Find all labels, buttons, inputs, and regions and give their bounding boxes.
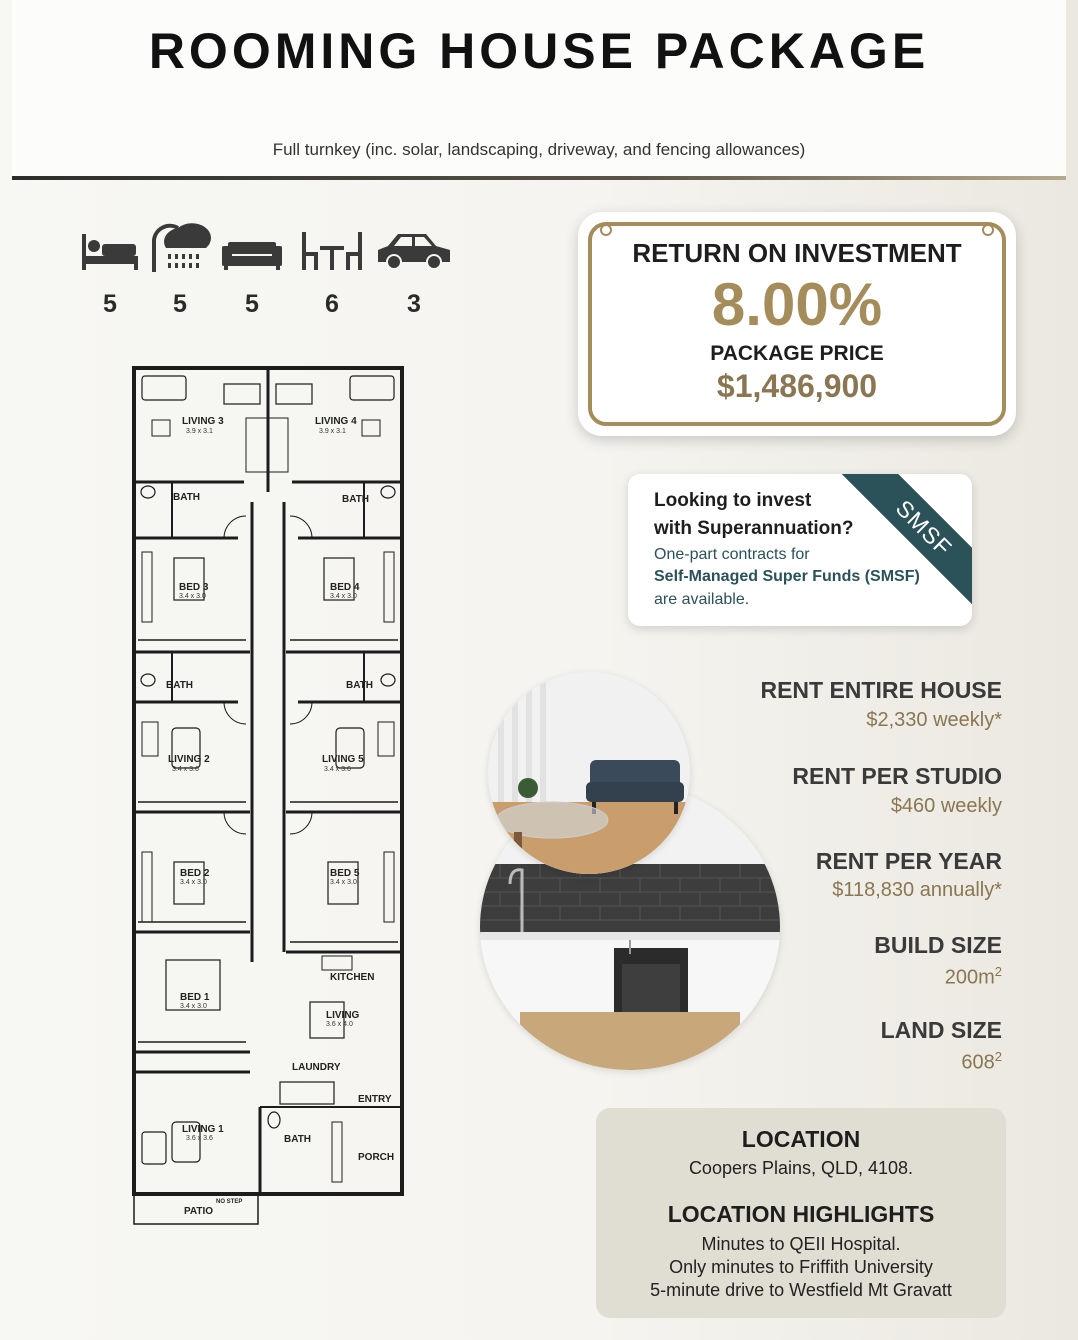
room-bath-b: BATH xyxy=(342,494,370,505)
rent-per-studio-label: RENT PER STUDIO xyxy=(792,763,1002,789)
room-bed-3: BED 3 xyxy=(179,582,209,593)
room-bath-a: BATH xyxy=(173,492,201,503)
land-size-label: LAND SIZE xyxy=(880,1017,1002,1043)
room-kitchen: KITCHEN xyxy=(330,972,375,983)
dim-bed-5: 3.4 x 3.0 xyxy=(330,879,357,886)
dim-living-4: 3.9 x 3.1 xyxy=(319,428,346,435)
dining-icon xyxy=(296,218,368,274)
parking-count: 3 xyxy=(407,290,421,318)
living-room-photo xyxy=(488,672,690,874)
rent-per-year-label: RENT PER YEAR xyxy=(815,848,1002,874)
smsf-heading-line1: Looking to invest xyxy=(654,490,812,511)
page-subtitle: Full turnkey (inc. solar, landscaping, driveway, and fencing allowances) xyxy=(272,140,806,159)
dim-bed-1: 3.4 x 3.0 xyxy=(180,1003,207,1010)
build-size-value xyxy=(945,964,1002,990)
room-bed-1: BED 1 xyxy=(180,992,210,1003)
smsf-heading-line2: with Superannuation? xyxy=(654,518,854,539)
location-highlights-title: LOCATION HIGHLIGHTS xyxy=(667,1201,935,1227)
room-living: LIVING xyxy=(326,1010,360,1021)
room-no-step: NO STEP xyxy=(216,1199,243,1205)
build-size-superscript: 2 xyxy=(994,964,1002,979)
room-bed-2: BED 2 xyxy=(180,868,210,879)
smsf-body-line2: Self-Managed Super Funds (SMSF) xyxy=(654,568,920,585)
build-size-label: BUILD SIZE xyxy=(874,932,1002,958)
bedrooms-count: 5 xyxy=(103,290,117,318)
dim-living-5: 3.4 x 3.6 xyxy=(324,766,351,773)
rent-entire-house-label: RENT ENTIRE HOUSE xyxy=(760,677,1002,703)
location-highlight-2: Only minutes to Friffith University xyxy=(669,1257,933,1277)
car-icon xyxy=(374,218,454,274)
living-count: 5 xyxy=(245,290,259,318)
dining-count: 6 xyxy=(325,290,339,318)
land-size-number: 608 xyxy=(961,1051,995,1074)
room-living-2: LIVING 2 xyxy=(168,754,210,765)
location-box xyxy=(596,1108,1006,1318)
dim-living-1: 3.6 x 3.6 xyxy=(186,1135,213,1142)
rent-per-studio-value: $460 weekly xyxy=(890,795,1002,817)
location-address: Coopers Plains, QLD, 4108. xyxy=(688,1158,914,1178)
room-entry: ENTRY xyxy=(358,1094,392,1105)
room-living-5: LIVING 5 xyxy=(322,754,364,765)
amenity-living xyxy=(212,218,292,318)
smsf-body-line3: are available. xyxy=(654,591,750,608)
location-highlight-3: 5-minute drive to Westfield Mt Gravatt xyxy=(650,1280,952,1300)
roi-value: 8.00% xyxy=(711,271,883,338)
package-price: $1,486,900 xyxy=(716,368,878,404)
floor-plan xyxy=(128,362,408,1230)
amenity-parking xyxy=(374,218,454,318)
roi-card xyxy=(578,212,1016,436)
land-size-superscript: 2 xyxy=(994,1049,1002,1064)
location-highlight-1: Minutes to QEII Hospital. xyxy=(701,1234,901,1254)
dim-living-2: 3.4 x 3.6 xyxy=(172,766,199,773)
room-bed-5: BED 5 xyxy=(330,868,360,879)
room-bed-4: BED 4 xyxy=(330,582,360,593)
dim-bed-2: 3.4 x 3.0 xyxy=(180,879,207,886)
room-laundry: LAUNDRY xyxy=(292,1062,341,1073)
smsf-body-line1: One-part contracts for xyxy=(654,546,810,563)
roi-corner-dot-left xyxy=(600,224,612,236)
rent-entire-house-value: $2,330 weekly* xyxy=(866,709,1002,731)
shower-icon xyxy=(148,218,212,274)
smsf-card xyxy=(628,474,972,626)
room-patio: PATIO xyxy=(184,1206,214,1217)
amenity-bathrooms xyxy=(140,218,220,318)
roi-label: RETURN ON INVESTMENT xyxy=(632,238,962,268)
rent-per-year-value: $118,830 annually* xyxy=(832,879,1002,901)
room-bath-e: BATH xyxy=(284,1134,312,1145)
sofa-icon xyxy=(218,218,286,274)
smsf-ribbon: SMSF xyxy=(839,474,972,613)
room-bath-d: BATH xyxy=(346,680,374,691)
floor-plan-dimensions xyxy=(172,428,357,1142)
room-living-3: LIVING 3 xyxy=(182,416,224,427)
amenity-dining xyxy=(292,218,372,318)
package-price-label: PACKAGE PRICE xyxy=(710,342,884,365)
bathrooms-count: 5 xyxy=(173,290,187,318)
bed-icon xyxy=(78,218,142,274)
land-size-value xyxy=(961,1049,1002,1075)
roi-corner-dot-right xyxy=(982,224,994,236)
page-title: ROOMING HOUSE PACKAGE xyxy=(148,23,930,79)
dim-bed-3: 3.4 x 3.0 xyxy=(179,593,206,600)
room-living-1: LIVING 1 xyxy=(182,1124,224,1135)
location-title: LOCATION xyxy=(741,1126,861,1152)
header-divider xyxy=(12,176,1066,180)
room-bath-c: BATH xyxy=(166,680,194,691)
room-living-4: LIVING 4 xyxy=(315,416,357,427)
dim-living-3: 3.9 x 3.1 xyxy=(186,428,213,435)
dim-living: 3.6 x 4.0 xyxy=(326,1021,353,1028)
room-porch: PORCH xyxy=(358,1152,395,1163)
build-size-number: 200m xyxy=(944,966,995,989)
living-room-illustration xyxy=(488,672,690,874)
dim-bed-4: 3.4 x 3.0 xyxy=(330,593,357,600)
amenity-bedrooms xyxy=(70,218,150,318)
